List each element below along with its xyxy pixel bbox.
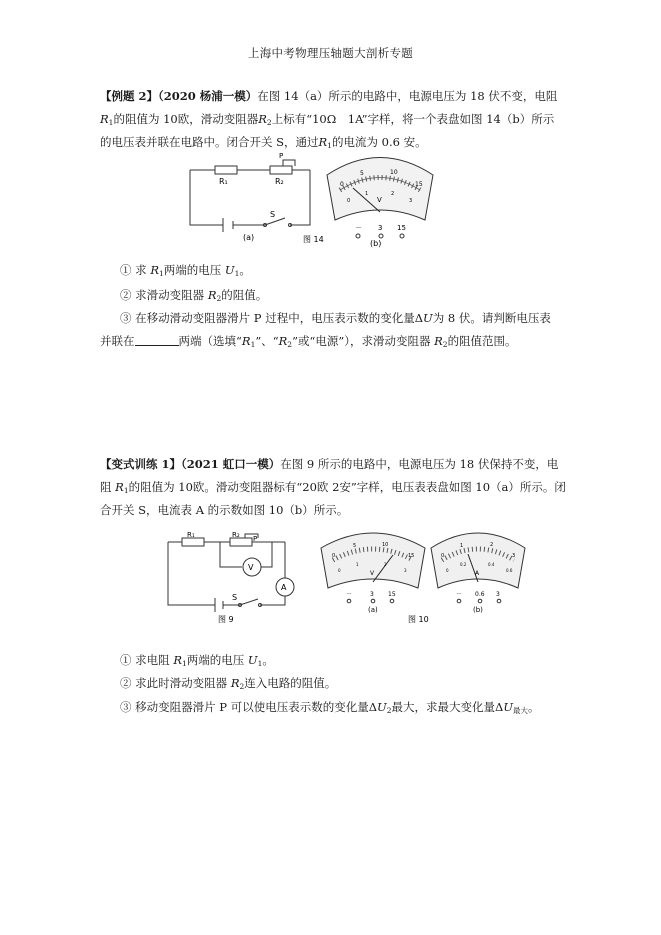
terminal-neg: － — [355, 224, 362, 232]
text-span: 的电流为 0.6 安。 — [332, 135, 427, 149]
text-span: 两端的电压 — [163, 263, 222, 277]
r1-label: R₁ — [219, 177, 228, 186]
terminal-15: 15 — [397, 224, 406, 232]
var-u: U — [503, 700, 514, 714]
var-r: R — [258, 112, 267, 126]
ab-bot-0: 0 — [446, 568, 449, 573]
text-line: 在图 14（a）所示的电路中，电源电压为 18 伏不变，电阻 — [257, 89, 558, 103]
figure-caption: 图 14 — [303, 235, 324, 244]
va-bot-0: 0 — [338, 568, 341, 573]
text-span: 连入电路的阻值。 — [244, 676, 337, 690]
var-r: R — [207, 288, 217, 302]
text-span: 最大，求最大变化量Δ — [391, 700, 504, 714]
fig-b-label: (b) — [370, 239, 382, 248]
text-span: ”、“ — [255, 334, 279, 348]
ab-term-neg: － — [456, 591, 463, 598]
s-label: S — [232, 593, 238, 602]
var-r: R — [173, 653, 182, 667]
scale-top-15: 15 — [415, 181, 423, 188]
va-bot-1: 1 — [356, 562, 359, 567]
var-r: R — [318, 135, 328, 149]
va-term-3: 3 — [370, 591, 374, 598]
text-span: 合开关 S，电流表 A 的示数如图 10（b）所示。 — [100, 503, 349, 517]
var-r: R — [100, 112, 109, 126]
va-term-15: 15 — [388, 591, 396, 598]
ab-bot-06: 0.6 — [506, 568, 513, 573]
va-top-10: 10 — [382, 542, 389, 548]
text-span: 的阻值为 10欧。滑动变阻器标有“20欧 2安”字样，电压表表盘如图 10（a）所示。闭 — [128, 480, 566, 494]
variant1-question-3: ③ 移动变阻器滑片 P 可以使电压表示数的变化量$\Delta U_2$最大，求最大变化量$\Delta U_{最大}$。 — [120, 700, 540, 715]
example2-question-3 — [120, 310, 551, 326]
text-span: 。 — [262, 653, 274, 667]
va-top-15: 15 — [408, 553, 415, 559]
va-top-0: 0 — [332, 553, 336, 559]
ab-top-1: 1 — [460, 543, 464, 549]
va-term-neg: － — [346, 591, 353, 598]
variant-tag: 【变式训练 1】 — [100, 457, 182, 471]
terminal-3: 3 — [378, 224, 383, 232]
text-span: 两端的电压 — [186, 653, 245, 667]
var-u: U — [224, 263, 235, 277]
variant1-question-2: ② 求此时滑动变阻器 $R_2$连入电路的阻值。 — [120, 676, 337, 691]
example2-question-3-cont: 并联在 两端（选填“$R_1$”、“$R_2$”或“电源”），求滑动变阻器 $R_2$的阻值范围。 — [100, 334, 517, 349]
text-span: 在图 9 所示的电路中，电源电压为 18 伏保持不变，电 — [280, 457, 559, 471]
text-span: 上标有“10Ω 1A”字样，将一个表盘如图 14（b）所示 — [271, 112, 555, 126]
figure-10 — [318, 530, 533, 625]
r2-label: R₂ — [275, 177, 284, 186]
figure-10-caption: 图 10 — [408, 615, 429, 624]
ab-bot-02: 0.2 — [460, 562, 467, 567]
ab-unit: A — [475, 570, 480, 577]
text-span: ② 求滑动变阻器 — [120, 288, 205, 302]
meter-unit: V — [377, 196, 382, 204]
text-span: ① 求电阻 — [120, 653, 170, 667]
var-u: U — [377, 700, 387, 714]
figure-9-caption: 图 9 — [218, 615, 234, 624]
meter-b-label: (b) — [473, 606, 483, 614]
example2-question-2: ② 求滑动变阻器 $R_2$的阻值。 — [120, 288, 268, 303]
var-u: U — [247, 653, 258, 667]
r1-label: R₁ — [187, 531, 195, 539]
var-r: R — [230, 676, 240, 690]
figure-14 — [175, 150, 465, 250]
va-top-5: 5 — [353, 543, 357, 549]
text-span: ③ 在移动滑动变阻器滑片 P 过程中，电压表示数的变化量Δ — [120, 311, 424, 325]
text-span: 的电压表并联在电路中。闭合开关 S，通过 — [100, 135, 319, 149]
var-r: R — [278, 334, 288, 348]
text-span: 的阻值。 — [221, 288, 268, 302]
ab-term-3: 3 — [496, 591, 500, 598]
text-span: 的阻值为 10欧，滑动变阻器 — [113, 112, 259, 126]
fig-a-label: (a) — [243, 233, 255, 242]
example-source: （2020 杨浦一模） — [158, 89, 258, 103]
example-tag: 【例题 2】 — [100, 89, 159, 103]
subscript-max: 最大 — [513, 706, 529, 715]
va-bot-2: 2 — [384, 562, 387, 567]
ab-top-3: 3 — [512, 553, 516, 559]
answer-blank[interactable] — [135, 333, 179, 346]
text-span: ① 求 — [120, 263, 147, 277]
scale-bot-0: 0 — [347, 198, 351, 204]
ab-term-06: 0.6 — [475, 591, 485, 598]
s-label: S — [270, 210, 276, 219]
scale-bot-2: 2 — [391, 191, 395, 197]
text-span: 两端（选填“ — [178, 334, 242, 348]
example2-paragraph: 【例题 2】（2020 杨浦一模）在图 14（a）所示的电路中，电源电压为 18 伏不变，电阻 $R_1$的阻值为 10欧，滑动变阻器$R_2$上标有“10Ω 1A”字样，将一个表盘如图 14（b）所示 的电压表并联在电路中。闭合开关 S，通过$R_1$的电流为 0.6 安。 — [100, 89, 558, 150]
scale-bot-3: 3 — [409, 198, 413, 204]
text-span: 。 — [239, 263, 251, 277]
text-span: 并联在 — [100, 334, 135, 348]
var-r: R — [434, 334, 443, 348]
p-label: P — [253, 535, 258, 543]
scale-bot-1: 1 — [365, 191, 369, 197]
text-span: ② 求此时滑动变阻器 — [120, 676, 228, 690]
variant-source: （2021 虹口一模） — [181, 457, 281, 471]
scale-top-5: 5 — [360, 170, 364, 177]
voltmeter-dial — [327, 158, 433, 221]
text-span: ”或“电源”），求滑动变阻器 — [292, 334, 431, 348]
va-bot-3: 3 — [404, 568, 407, 573]
text-span: 阻 — [100, 480, 112, 494]
var-u: U — [423, 311, 433, 325]
ab-top-2: 2 — [490, 542, 494, 548]
voltmeter-label: V — [248, 563, 254, 572]
text-span: 的阻值范围。 — [447, 334, 517, 348]
text-span: 。 — [528, 700, 540, 714]
scale-top-10: 10 — [390, 169, 398, 176]
p-label: P — [279, 152, 284, 160]
example2-question-1: ① 求 $R_1$两端的电压 $U_1$。 — [120, 263, 251, 278]
meter-a-label: (a) — [368, 606, 378, 614]
variant1-question-1: ① 求电阻 $R_1$两端的电压 $U_1$。 — [120, 653, 274, 668]
ab-bot-04: 0.4 — [488, 562, 495, 567]
var-r: R — [150, 263, 159, 277]
figure-9 — [160, 530, 300, 625]
r2-label: R₂ — [232, 531, 240, 539]
var-r: R — [241, 334, 251, 348]
variant1-paragraph: 【变式训练 1】（2021 虹口一模）在图 9 所示的电路中，电源电压为 18 伏保持不变，电 阻 $R_1$的阻值为 10欧。滑动变阻器标有“20欧 2安”字样，电压表表盘如图 10（a）所示。闭 合开关 S，电流表 A 的示数如图 10（b）所示。 — [100, 457, 566, 517]
ammeter-label: A — [281, 583, 287, 592]
scale-top-0: 0 — [340, 181, 344, 188]
ab-top-0: 0 — [441, 553, 445, 559]
page-header: 上海中考物理压轴题大剖析专题 — [247, 46, 414, 60]
va-unit: V — [370, 570, 375, 577]
text-span: 为 8 伏。请判断电压表 — [432, 311, 551, 325]
var-r: R — [115, 480, 124, 494]
text-span: ③ 移动变阻器滑片 P 可以使电压表示数的变化量Δ — [120, 700, 378, 714]
